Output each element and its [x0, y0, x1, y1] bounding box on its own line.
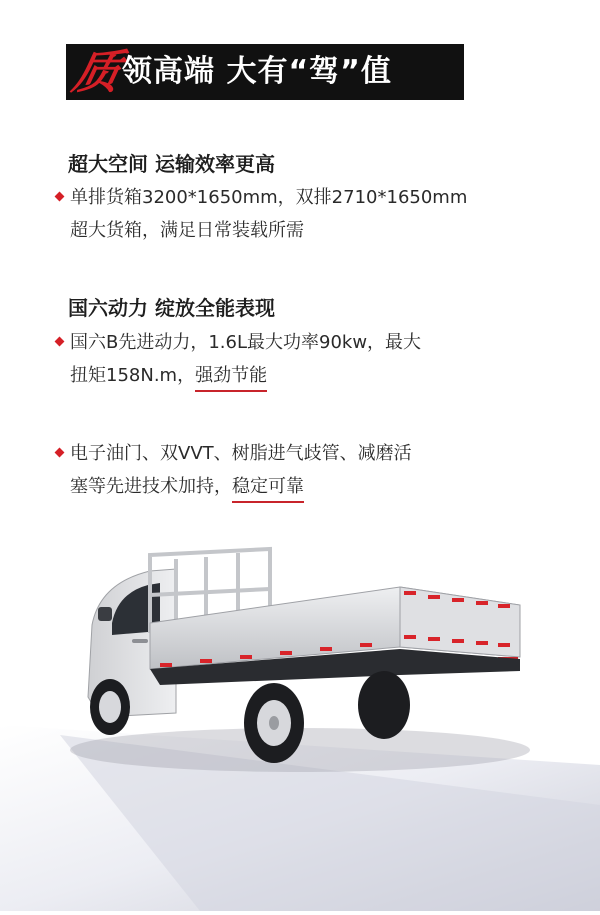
header-banner [66, 44, 464, 100]
bullet-technology [56, 437, 576, 503]
bullet-text-line: 国六B先进动力，1.6L最大功率90kw，最大 [70, 332, 422, 353]
section-title-power: 国六动力 绽放全能表现 [68, 296, 275, 320]
door-handle [132, 639, 148, 643]
bullet-text-line: 电子油门、双VVT、树脂进气歧管、减磨活 [70, 443, 412, 464]
banner-logo-mark: 质 [68, 45, 126, 99]
wheel-front-left [90, 679, 130, 735]
highlight-reliable: 稳定可靠 [232, 476, 304, 503]
wheel-rear-left [244, 683, 304, 763]
bullet-text-line: 超大货箱，满足日常装载所需 [70, 220, 304, 241]
banner-title: 领高端 大有“驾”值 [122, 54, 392, 89]
wheel-rear-right [358, 671, 410, 739]
side-mirror [98, 607, 112, 621]
truck-photo [0, 535, 600, 911]
truck-illustration [0, 535, 600, 911]
bullet-cargo-size [56, 181, 576, 247]
bullet-engine [56, 326, 576, 392]
bullet-text-prefix: 扭矩158N.m， [70, 365, 196, 386]
section-title-space: 超大空间 运输效率更高 [68, 152, 275, 176]
bullet-text-line: 单排货箱3200*1650mm，双排2710*1650mm [70, 187, 468, 208]
bullet-text-line [56, 359, 576, 392]
bullet-text-prefix: 塞等先进技术加持， [70, 476, 232, 497]
highlight-energy-saving: 强劲节能 [195, 365, 267, 392]
bullet-text-line [56, 470, 576, 503]
